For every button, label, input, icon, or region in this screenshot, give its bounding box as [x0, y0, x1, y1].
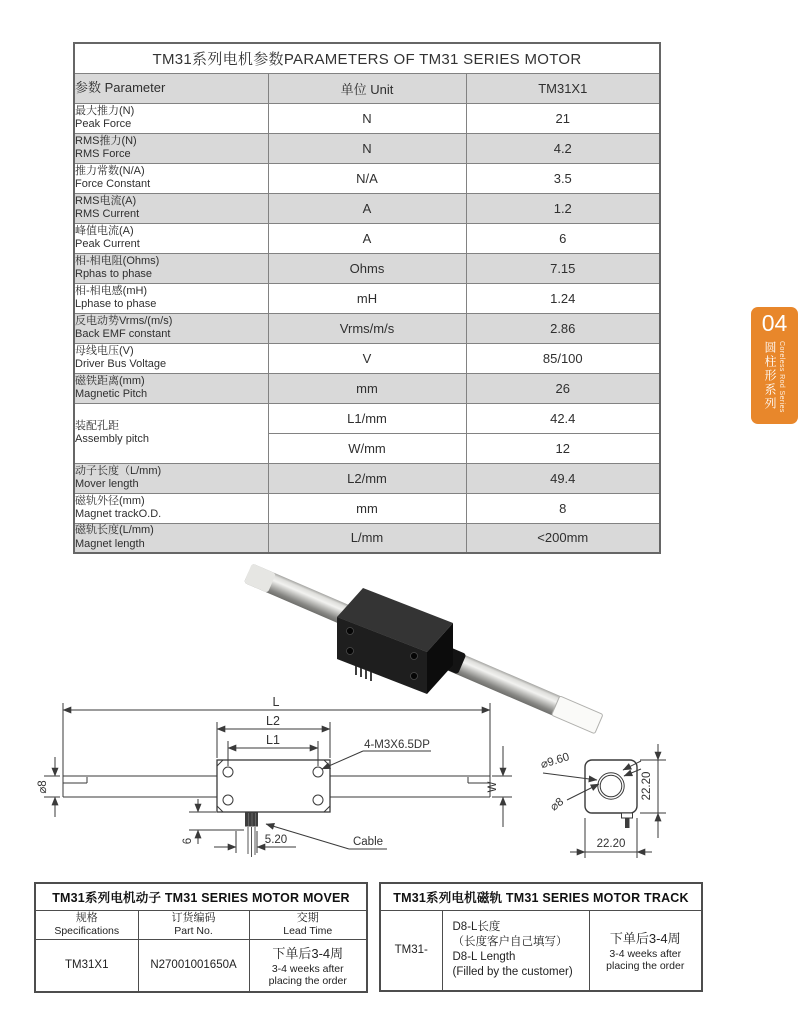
param-cell — [74, 313, 268, 343]
param-cell — [74, 403, 268, 463]
track-table-data-row — [380, 911, 702, 991]
param-zh: 推力常数(N/A) — [75, 164, 145, 177]
value-cell: 7.15 — [466, 253, 660, 283]
param-cell — [74, 223, 268, 253]
header-en: Lead Time — [283, 925, 333, 938]
spec-table — [73, 42, 661, 554]
dim-label-inner-dia: ⌀8 — [548, 795, 567, 814]
dim-label-outer-dia: ⌀9.60 — [539, 751, 571, 772]
cable-wires — [248, 827, 255, 857]
unit-cell: N — [268, 103, 466, 133]
value-cell: 26 — [466, 373, 660, 403]
desc-line: （长度客户自己填写） — [452, 936, 568, 949]
param-en: Lphase to phase — [75, 298, 157, 310]
param-zh: RMS推力(N) — [75, 134, 137, 147]
dim-label-height: 22.20 — [641, 771, 653, 801]
unit-cell: V — [268, 343, 466, 373]
spec-value: TM31X1 — [35, 940, 138, 992]
table-row — [74, 523, 660, 553]
table-row — [74, 163, 660, 193]
param-en: Magnet trackO.D. — [75, 508, 162, 520]
header-en: Part No. — [174, 925, 213, 938]
spec-table-title-row — [74, 43, 660, 73]
param-en: Magnetic Pitch — [75, 388, 148, 400]
dim-label-rod-dia: ⌀8 — [37, 780, 49, 794]
motor-3d-render — [244, 563, 603, 733]
value-cell: <200mm — [466, 523, 660, 553]
series-name-zh: 圆柱形系列 — [763, 341, 777, 411]
dim-label-width: 22.20 — [596, 838, 626, 850]
dim-label-L1: L1 — [266, 733, 280, 747]
desc-line: (Filled by the customer) — [452, 966, 573, 979]
value-cell: 3.5 — [466, 163, 660, 193]
param-cell — [74, 283, 268, 313]
series-name-en: Coreless Rod Series — [778, 341, 785, 413]
series-labels — [764, 341, 785, 413]
desc-line: D8-L Length — [452, 951, 516, 964]
header-zh: 订货编码 — [171, 912, 216, 925]
param-cell — [74, 163, 268, 193]
param-en: RMS Force — [75, 148, 131, 160]
value-cell: 85/100 — [466, 343, 660, 373]
technical-drawing — [0, 556, 760, 868]
track-table-title-row — [380, 883, 702, 911]
param-cell — [74, 133, 268, 163]
param-en: Peak Force — [75, 118, 132, 130]
unit-cell: L/mm — [268, 523, 466, 553]
cable-block — [245, 813, 258, 827]
col-header-parameter: 参数 Parameter — [74, 73, 268, 103]
mover-order-table — [34, 882, 368, 993]
param-zh: 磁轨长度(L/mm) — [75, 524, 154, 537]
value-cell: 2.86 — [466, 313, 660, 343]
param-en: Rphas to phase — [75, 268, 153, 280]
header-en: Specifications — [54, 925, 120, 938]
value-cell: 12 — [466, 433, 660, 463]
lead-en: 3-4 weeks after — [609, 947, 682, 960]
table-row — [74, 403, 660, 433]
table-row — [74, 343, 660, 373]
value-cell: 49.4 — [466, 463, 660, 493]
track-table-title: TM31系列电机磁轨 TM31 SERIES MOTOR TRACK — [380, 883, 702, 911]
desc-line: D8-L长度 — [452, 921, 501, 934]
spec-table-title: TM31系列电机参数PARAMETERS OF TM31 SERIES MOTOR — [74, 43, 660, 73]
dim-label-cable: Cable — [352, 836, 384, 848]
length-spec-cell — [442, 911, 589, 991]
table-row — [74, 193, 660, 223]
dim-label-holes: 4-M3X6.5DP — [364, 739, 430, 751]
unit-cell: mH — [268, 283, 466, 313]
header-specifications — [35, 911, 138, 940]
lead-en: placing the order — [268, 975, 347, 988]
unit-cell: N — [268, 133, 466, 163]
param-en: Assembly pitch — [75, 433, 149, 445]
series-number: 04 — [761, 310, 788, 336]
param-zh: 相-相电阻(Ohms) — [75, 254, 160, 267]
param-cell — [74, 493, 268, 523]
value-cell: 1.2 — [466, 193, 660, 223]
value-cell: 1.24 — [466, 283, 660, 313]
table-row — [74, 283, 660, 313]
header-lead-time — [249, 911, 367, 940]
param-cell — [74, 523, 268, 553]
value-cell: 6 — [466, 223, 660, 253]
unit-cell: mm — [268, 373, 466, 403]
param-en: Peak Current — [75, 238, 140, 250]
mover-body-outline — [217, 760, 330, 812]
table-row — [74, 373, 660, 403]
shaft-bore-outer — [598, 773, 624, 799]
param-cell — [74, 463, 268, 493]
table-row — [74, 103, 660, 133]
param-cell — [74, 193, 268, 223]
table-row — [74, 463, 660, 493]
value-cell: 4.2 — [466, 133, 660, 163]
lead-zh: 下单后3-4周 — [272, 945, 344, 961]
unit-cell: L2/mm — [268, 463, 466, 493]
part-no-value: N27001001650A — [138, 940, 249, 992]
spec-table-header-row — [74, 73, 660, 103]
lead-time-value — [589, 911, 702, 991]
mount-hole — [223, 767, 233, 777]
mount-hole — [313, 795, 323, 805]
dim-label-5-20: 5.20 — [264, 834, 288, 846]
track-order-table — [379, 882, 703, 992]
mover-table-header-row — [35, 911, 367, 940]
lead-en: 3-4 weeks after — [271, 962, 344, 975]
table-row — [74, 223, 660, 253]
table-row — [74, 133, 660, 163]
param-zh: 峰值电流(A) — [75, 224, 134, 237]
mover-table-data-row — [35, 940, 367, 992]
table-row — [74, 253, 660, 283]
unit-cell: L1/mm — [268, 403, 466, 433]
header-part-no — [138, 911, 249, 940]
header-zh: 交期 — [296, 912, 319, 925]
param-cell — [74, 373, 268, 403]
param-zh: 相-相电感(mH) — [75, 284, 148, 297]
param-cell — [74, 103, 268, 133]
param-zh: 磁轨外径(mm) — [75, 494, 145, 507]
unit-cell: N/A — [268, 163, 466, 193]
unit-cell: mm — [268, 493, 466, 523]
lead-en: placing the order — [606, 960, 685, 973]
dim-label-L: L — [272, 695, 280, 709]
param-zh: 母线电压(V) — [75, 344, 134, 357]
param-cell — [74, 253, 268, 283]
unit-cell: Ohms — [268, 253, 466, 283]
param-en: Magnet length — [75, 537, 145, 550]
param-en: RMS Current — [75, 208, 140, 220]
param-zh: 装配孔距 — [75, 419, 119, 432]
mount-hole — [313, 767, 323, 777]
model-value: TM31- — [380, 911, 442, 991]
value-cell: 42.4 — [466, 403, 660, 433]
unit-cell: W/mm — [268, 433, 466, 463]
dim-label-L2: L2 — [266, 714, 280, 728]
col-header-unit: 单位 Unit — [268, 73, 466, 103]
dim-label-6: 6 — [182, 837, 194, 845]
value-cell: 21 — [466, 103, 660, 133]
param-zh: RMS电流(A) — [75, 194, 137, 207]
dim-label-W: W — [487, 781, 499, 793]
lead-time-value — [249, 940, 367, 992]
param-en: Mover length — [75, 478, 139, 490]
param-zh: 磁铁距离(mm) — [75, 374, 145, 387]
unit-cell: Vrms/m/s — [268, 313, 466, 343]
unit-cell: A — [268, 223, 466, 253]
param-cell — [74, 343, 268, 373]
param-zh: 反电动势Vrms/(m/s) — [75, 314, 173, 327]
table-row — [74, 313, 660, 343]
param-en: Back EMF constant — [75, 328, 171, 340]
table-row — [74, 493, 660, 523]
mover-table-title-row — [35, 883, 367, 911]
lead-zh: 下单后3-4周 — [609, 930, 681, 946]
param-zh: 动子长度（L/mm) — [75, 464, 162, 477]
series-side-tab — [751, 307, 798, 424]
value-cell: 8 — [466, 493, 660, 523]
param-zh: 最大推力(N) — [75, 104, 135, 117]
header-zh: 规格 — [75, 912, 98, 925]
mount-hole — [223, 795, 233, 805]
unit-cell: A — [268, 193, 466, 223]
col-header-model: TM31X1 — [466, 73, 660, 103]
param-en: Driver Bus Voltage — [75, 358, 167, 370]
mover-table-title: TM31系列电机动子 TM31 SERIES MOTOR MOVER — [35, 883, 367, 911]
param-en: Force Constant — [75, 178, 151, 190]
